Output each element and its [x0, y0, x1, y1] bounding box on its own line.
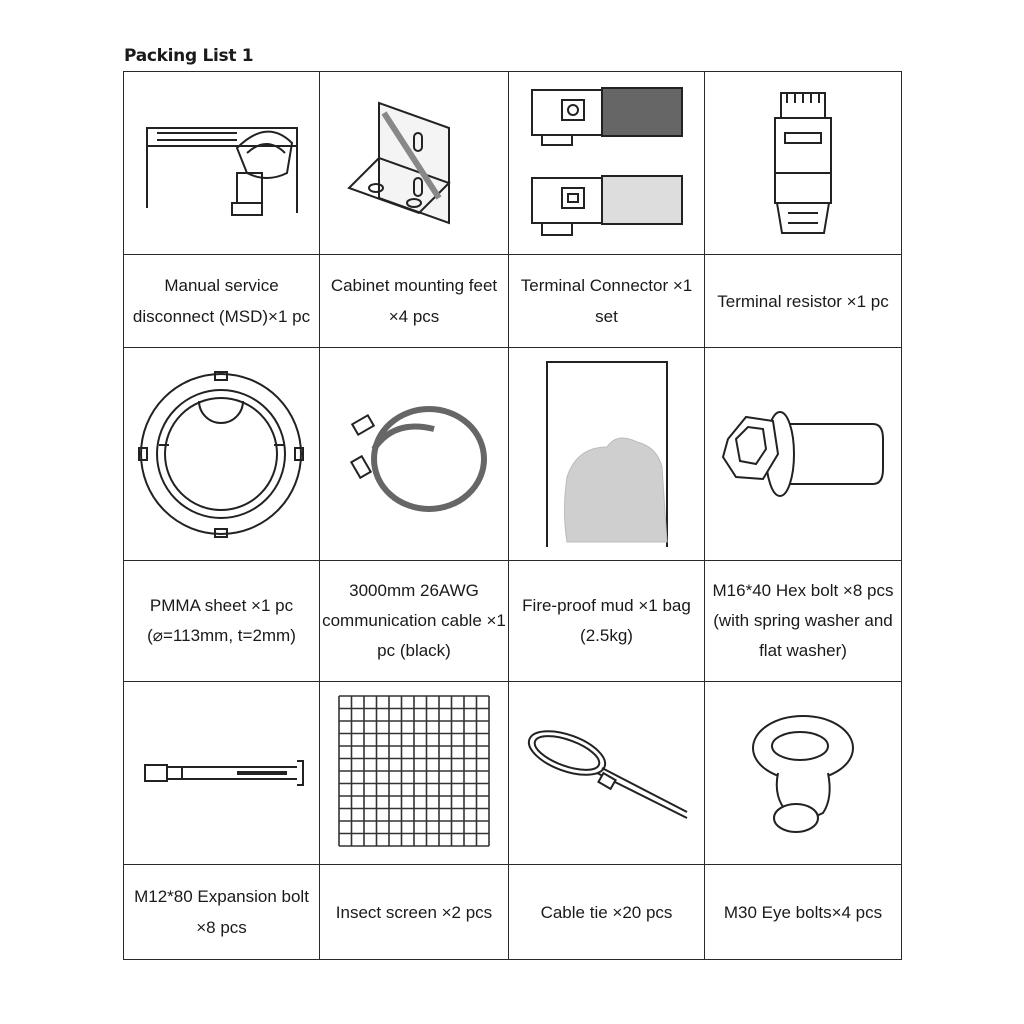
image-row — [124, 348, 902, 561]
item-image-cell — [705, 348, 902, 561]
label-row — [124, 255, 902, 348]
item-label: PMMA sheet ×1 pc (⌀=113mm, t=2mm) — [124, 561, 320, 682]
terminal-connector-icon — [522, 78, 692, 248]
item-image-cell — [124, 72, 320, 255]
item-image-cell — [124, 348, 320, 561]
item-label: M16*40 Hex bolt ×8 pcs (with spring washer and flat washer) — [705, 561, 902, 682]
image-row — [124, 72, 902, 255]
item-image-cell — [705, 72, 902, 255]
item-image-cell — [705, 682, 902, 865]
eye-bolt-icon — [748, 708, 858, 838]
item-image-cell — [509, 72, 705, 255]
item-label: Cabinet mounting feet ×4 pcs — [320, 255, 509, 348]
packing-list-table — [123, 71, 902, 960]
communication-cable-icon — [334, 389, 494, 519]
item-label: Fire-proof mud ×1 bag (2.5kg) — [509, 561, 705, 682]
item-label: Manual service disconnect (MSD)×1 pc — [124, 255, 320, 348]
item-label: Terminal Connector ×1 set — [509, 255, 705, 348]
item-label: Cable tie ×20 pcs — [509, 865, 705, 960]
expansion-bolt-icon — [137, 753, 307, 793]
cable-tie-icon — [522, 718, 692, 828]
item-label: 3000mm 26AWG communication cable ×1 pc (black) — [320, 561, 509, 682]
msd-icon — [137, 98, 307, 228]
item-image-cell — [124, 682, 320, 865]
item-label: Terminal resistor ×1 pc — [705, 255, 902, 348]
item-image-cell — [509, 348, 705, 561]
hex-bolt-icon — [718, 399, 888, 509]
pmma-sheet-icon — [134, 367, 309, 542]
page-title: Packing List 1 — [124, 46, 254, 66]
mounting-foot-icon — [344, 93, 484, 233]
item-label: M12*80 Expansion bolt ×8 pcs — [124, 865, 320, 960]
fireproof-mud-icon — [537, 357, 677, 552]
item-image-cell — [320, 348, 509, 561]
insect-screen-icon — [334, 691, 494, 856]
item-label: M30 Eye bolts×4 pcs — [705, 865, 902, 960]
item-image-cell — [509, 682, 705, 865]
label-row — [124, 561, 902, 682]
item-image-cell — [320, 682, 509, 865]
label-row — [124, 865, 902, 960]
item-image-cell — [320, 72, 509, 255]
image-row — [124, 682, 902, 865]
item-label: Insect screen ×2 pcs — [320, 865, 509, 960]
terminal-resistor-icon — [763, 88, 843, 238]
